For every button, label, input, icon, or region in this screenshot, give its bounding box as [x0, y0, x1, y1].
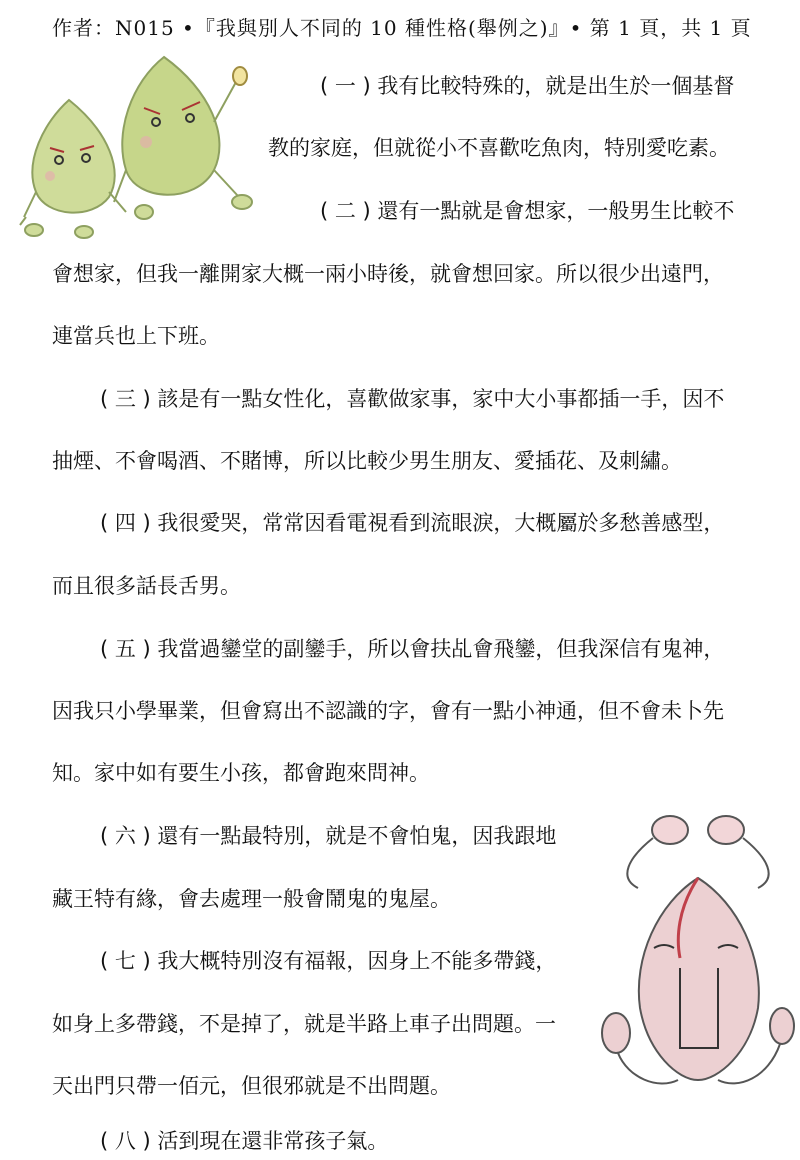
- left-seed-character: [20, 100, 126, 238]
- text-line: 知。家中如有要生小孩，都會跑來問神。: [52, 761, 430, 785]
- text-line: 會想家，但我一離開家大概一兩小時後，就會想回家。所以很少出遠門，: [52, 262, 724, 286]
- text-line: ( 一 ) 我有比較特殊的，就是出生於一個基督: [320, 74, 735, 98]
- text-line: 天出門只帶一佰元，但很邪就是不出問題。: [52, 1074, 451, 1098]
- text-line: ( 七 ) 我大概特別沒有福報，因身上不能多帶錢，: [100, 949, 557, 973]
- text-line: 抽煙、不會喝酒、不賭博，所以比較少男生朋友、愛插花、及刺繡。: [52, 449, 682, 473]
- text-line: ( 四 ) 我很愛哭，常常因看電視看到流眼淚，大概屬於多愁善感型，: [100, 511, 725, 535]
- text-line: 藏王特有緣，會去處理一般會鬧鬼的鬼屋。: [52, 887, 451, 911]
- text-line: 教的家庭，但就從小不喜歡吃魚肉，特別愛吃素。: [268, 136, 730, 160]
- text-line: ( 五 ) 我當過鑾堂的副鑾手，所以會扶乩會飛鑾，但我深信有鬼神，: [100, 637, 725, 661]
- text-line: ( 二 ) 還有一點就是會想家，一般男生比較不: [320, 199, 735, 223]
- text-line: 連當兵也上下班。: [52, 324, 220, 348]
- text-line: ( 六 ) 還有一點最特別，就是不會怕鬼，因我跟地: [100, 824, 557, 848]
- right-seed-character: [114, 57, 252, 219]
- text-line: ( 八 ) 活到現在還非常孩子氣。: [100, 1129, 389, 1153]
- page-header: 作者：N015 •『我與別人不同的 10 種性格(舉例之)』• 第 1 頁，共 1 頁: [52, 16, 752, 40]
- seed-characters-illustration: [14, 52, 264, 247]
- text-line: ( 三 ) 該是有一點女性化，喜歡做家事，家中大小事都插一手，因不: [100, 387, 725, 411]
- pink-seed-character-illustration: [598, 808, 798, 1093]
- text-line: 如身上多帶錢，不是掉了，就是半路上車子出問題。一: [52, 1012, 556, 1036]
- text-line: 而且很多話長舌男。: [52, 574, 241, 598]
- text-line: 因我只小學畢業，但會寫出不認識的字，會有一點小神通，但不會未卜先: [52, 699, 724, 723]
